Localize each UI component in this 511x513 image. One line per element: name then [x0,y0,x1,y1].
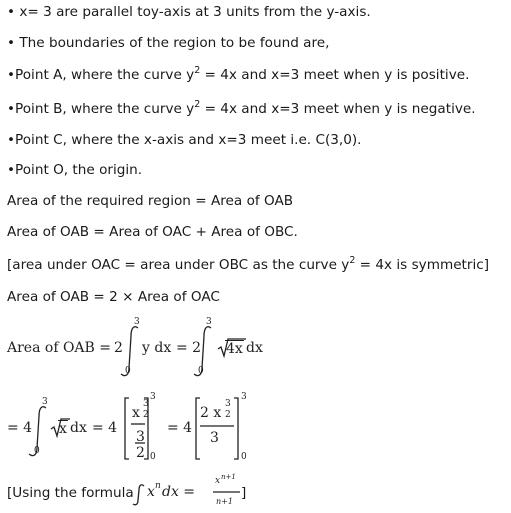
line-4-pre: •Point B, where the curve y [7,101,195,117]
eq1-radicand-text: 4x [226,341,243,357]
eq2-frac1-num: x [132,405,140,421]
line-9-post: = 4x is symmetric] [355,257,490,273]
eq1-coef: 2 [114,340,123,356]
formula-den: n+1 [216,497,233,506]
eq2-equals-b: = 4 [167,420,193,436]
line-3-pre: •Point A, where the curve y [7,67,195,83]
eq1-int2-upper: 3 [206,317,212,327]
formula-power: n [155,481,161,491]
line-3-post: = 4x and x=3 meet when y is positive. [200,67,470,83]
eq1-radical [218,339,246,356]
eq2-frac2-num-exp-n: 3 [225,399,231,409]
eq2-frac2-den: 3 [210,430,219,446]
text-line-10: Area of OAB = 2 × Area of OAC [7,289,220,305]
eq2-radicand-text: x [59,421,67,437]
eq1-integral-sign-1 [121,327,138,376]
formula-prefix: [Using the formula [7,485,134,501]
eq1-lhs: Area of OAB = [7,340,112,356]
text-line-5: •Point C, where the x-axis and x=3 meet i.e. C(3,0). [7,132,362,148]
eq2-bracket-1-right [144,398,148,459]
eq1-int1-body: y dx [142,340,172,356]
eq2-frac1-den-d: 2 [136,445,145,461]
eq2-frac1-eval-top: 3 [150,392,156,402]
text-line-8: Area of OAB = Area of OAC + Area of OBC. [7,224,298,240]
eq1-equals: = 2 [176,340,202,356]
eq1-integral-sign-2 [194,327,211,376]
eq2-frac2-eval-bot: 0 [241,452,247,462]
eq2-frac1-den-n: 3 [136,429,145,445]
eq2-int-lower: 0 [34,446,40,456]
formula-num-exp: n+1 [221,473,236,481]
line-4-sup: 2 [194,99,201,110]
line-9-sup: 2 [349,255,356,266]
text-line-1: • x= 3 are parallel toy-axis at 3 units from the y-axis. [7,4,371,20]
eq2-dx: dx [70,420,87,436]
formula-integrand: x [147,484,155,500]
eq1-int1-lower: 0 [125,366,131,376]
eq1-int2-lower: 0 [198,366,204,376]
eq2-equals-a: = 4 [92,420,118,436]
formula-suffix: ] [241,485,247,501]
line-4-post: = 4x and x=3 meet when y is negative. [200,101,476,117]
eq2-int-upper: 3 [42,397,48,407]
formula-integral-sign [133,485,144,505]
eq2-bracket-2-right [234,398,238,459]
eq1-int1-upper: 3 [134,317,140,327]
eq2-frac2-eval-top: 3 [241,392,247,402]
eq2-frac1-eval-bot: 0 [150,452,156,462]
eq2-integral-sign [29,407,46,456]
formula-num: x [215,476,221,486]
eq2-radical [51,419,70,436]
eq2-lead: = 4 [7,420,33,436]
formula-dx: dx = [162,484,196,500]
eq2-frac1-num-exp-d: 2 [143,410,149,420]
eq2-frac2-num-exp-d: 2 [225,410,231,420]
text-line-6: •Point O, the origin. [7,162,143,178]
eq2-frac1-num-exp-n: 3 [143,399,149,409]
eq2-frac2-num: 2 x [200,405,222,421]
text-line-2: • The boundaries of the region to be found are, [7,35,330,51]
line-3-sup: 2 [194,65,201,76]
line-9-pre: [area under OAC = area under OBC as the curve y [7,257,350,273]
eq2-bracket-1-left [125,398,129,459]
eq1-dx: dx [246,340,263,356]
text-line-7: Area of the required region = Area of OAB [7,193,294,209]
eq2-bracket-2-left [196,398,200,459]
